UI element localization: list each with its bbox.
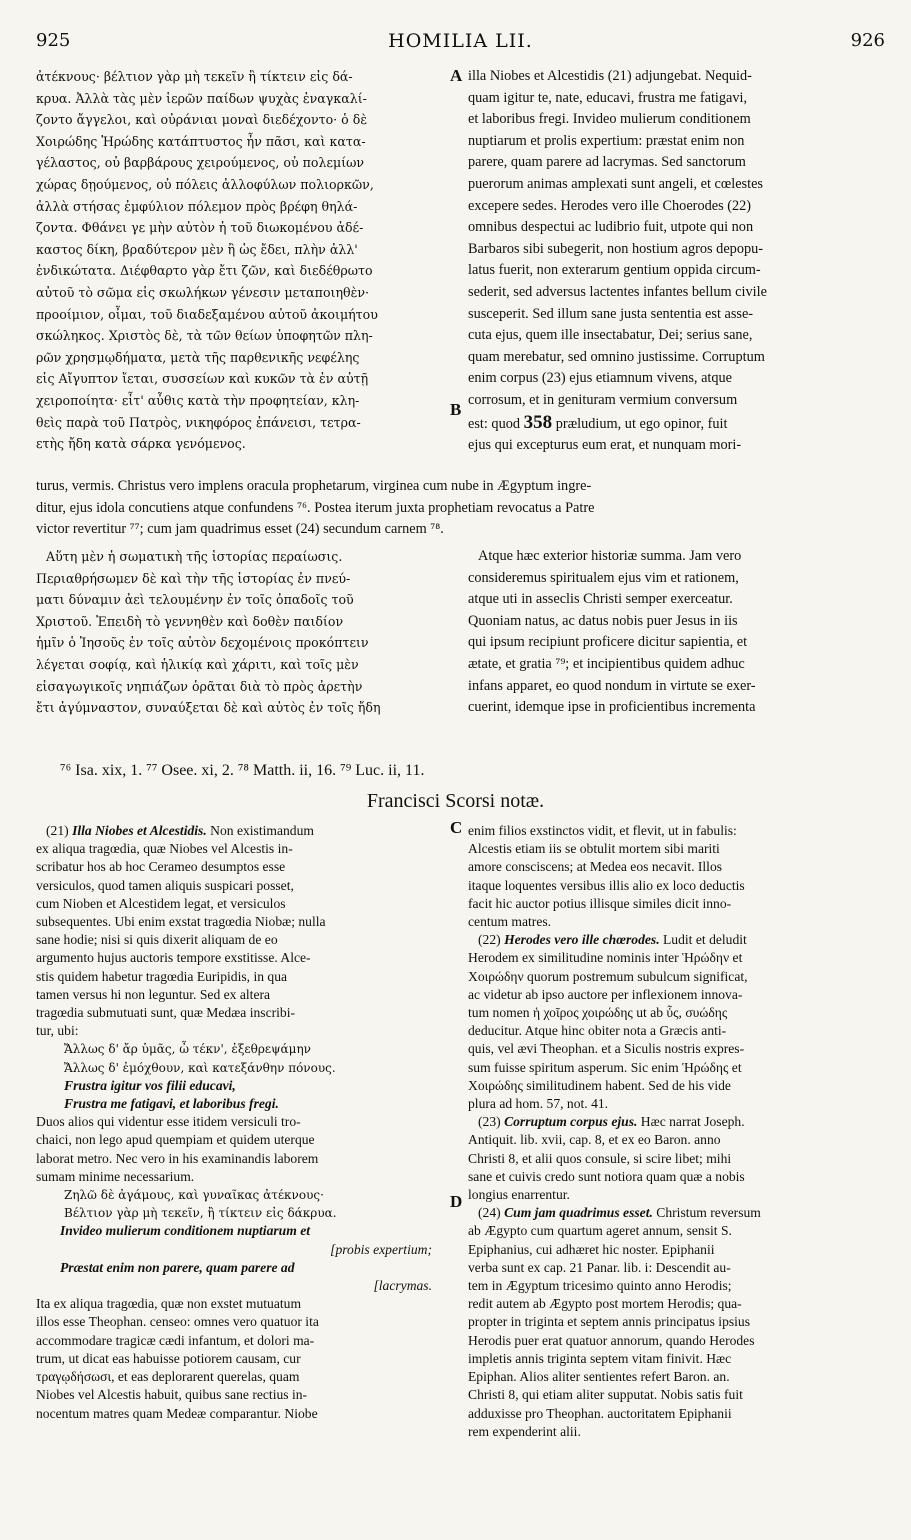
note-line: quis, vel ævi Theophan. et a Siculis nostris expres- [468,1041,745,1057]
margin-letter-b: B [450,400,462,419]
note-line: centum matres. [468,914,552,930]
note-line: illos esse Theophan. censeo: omnes vero quatuor ita [36,1314,319,1330]
note-line: plura ad hom. 57, not. 41. [468,1096,609,1112]
note-line: tur, ubi: [36,1023,79,1039]
greek-line: Χοιρώδης Ἡρώδης κατάπτυστος ἦν πᾶσι, καὶ κατα- [36,133,366,149]
greek-line: αὐτοῦ τὸ σῶμα εἰς σκωλήκων γένεσιν μεταποιηθὲν· [36,284,370,300]
greek-quote-line: Βέλτιον γὰρ μὴ τεκεῖν, ἢ τίκτειν εἰς δάκρυα. [64,1206,337,1221]
latin-line: qui ipsum recipiunt proficere dicitur sapientia, et [468,634,748,651]
greek-line: ἔτι ἀγύμναστον, συναύξεται δὲ καὶ αὐτὸς ἐν τοῖς ἤδη [36,700,381,716]
latin-line: Quoniam natus, ac datus nobis puer Jesus in iis [468,612,738,629]
note-line: Herodem ex similitudine nominis inter Ἡρώδην et [468,950,743,966]
greek-line: ζοντα. Φθάνει γε μὴν αὐτὸν ἡ τοῦ διωκομένου ἀδέ- [36,220,364,236]
note-line: sane et cuivis credo sunt notiora quam quæ a nobis [468,1168,745,1184]
latin-line: enim corpus (23) ejus etiamnum vivens, atque [468,370,733,387]
greek-line: Αὕτη μὲν ἡ σωματικὴ τῆς ἱστορίας περαίωσις. [46,549,343,564]
greek-line: θεὶς παρὰ τοῦ Πατρὸς, νικηφόρος ἐπάνεισι, τετρα- [36,414,361,430]
note-text: Christum reversum [652,1205,761,1221]
note-lemma: Illa Niobes et Alcestidis. [72,823,207,838]
note-line: τραγῳδήσωσι, et eas deplorarent querelas, quam [36,1369,300,1385]
note-lemma: Corruptum corpus ejus. [504,1114,638,1130]
note-line: versiculos, quod tamen aliquis suspicari posset, [36,877,294,893]
latin-line: corrosum, et in genituram vermium conversum [468,391,738,408]
greek-line: ρῶν χρησμῳδήματα, μετὰ τῆς παρθενικῆς νεφέλης [36,349,360,365]
note-23-first-line [468,1113,885,1131]
note-line: scribatur hos ab hoc Cerameo desumptos esse [36,859,286,875]
page-title: HOMILIA LII. [388,30,533,52]
note-line: sumam minime necessarium. [36,1168,195,1184]
note-line: sane hodie; nisi si quis dixerit aliquam de eo [36,932,278,948]
latin-fragment: est: quod [468,415,521,432]
note-line: longius enarrentur. [468,1187,570,1203]
greek-line: Περιαθρήσωμεν δὲ καὶ τὴν τῆς ἱστορίας ἐν πνεύ- [36,570,351,586]
note-line: Duos alios qui videntur esse itidem versiculi tro- [36,1114,301,1130]
latin-column-a [468,66,885,457]
column-number: 358 [523,411,553,433]
greek-line: χειροποίητα· εἶτ' αὖθις κατὰ τὴν προφητείαν, κλη- [36,392,360,408]
full-width-text [36,476,885,541]
note-line: sum fuisse spiritum asperum. Sic enim Ἡρώδης et [468,1059,742,1075]
note-line: verba sunt ex cap. 21 Panar. lib. i: Descendit au- [468,1259,731,1275]
note-line: Antiquit. lib. xvii, cap. 8, et ex eo Baron. anno [468,1132,721,1148]
note-lemma: Cum jam quadrimus esset. [504,1205,653,1221]
greek-quote-line: Ἄλλως δ' ἐμόχθουν, καὶ κατεξάνθην πόνους. [64,1060,336,1075]
page-number-right: 926 [850,30,885,51]
margin-letter-d: D [450,1192,463,1211]
latin-line: excepere sedes. Herodes vero ille Choerodes (22) [468,197,752,214]
note-line: ac videtur ab ipso auctore per inflexionem innova- [468,986,743,1002]
latin-quote-continuation: [lacrymas. [373,1278,432,1294]
margin-letter-a: A [450,66,463,85]
greek-line: καστος δίκη, βραδύτερον μὲν ἢ ὡς ἔδει, πλὴν ἀλλ' [36,241,358,257]
note-line: Alcestis etiam iis se obtulit mortem sibi mariti [468,841,720,857]
latin-line: Atque hæc exterior historiæ summa. Jam vero [478,548,742,564]
greek-quote-line: Ἄλλως δ' ἄρ ὑμᾶς, ὦ τέκν', ἐξεθρεψάμην [64,1042,311,1057]
note-lemma: Herodes vero ille chœrodes. [504,932,660,948]
greek-line: σκώληκος. Χριστὸς δὲ, τὰ τῶν θείων ὑποφητῶν πλη- [36,328,373,344]
latin-line: illa Niobes et Alcestidis (21) adjungebat. Nequid- [468,68,752,84]
note-line: Χοιρώδης similitudinem habent. Sed de his vide [468,1077,731,1093]
greek-line: ματι δύναμιν ἀεὶ τελουμένην ἐν τοῖς ὀπαδοῖς τοῦ [36,592,354,608]
note-line: ab Ægypto cum quartum ageret annum, sensit S. [468,1223,732,1239]
note-line: amore consciscens; at Medea eos necavit. Illos [468,859,723,875]
note-line: stis quidem habetur tragœdia Euripidis, in qua [36,968,288,984]
note-number: (23) [478,1114,501,1130]
note-line: tum nomen ἡ χοῖρος χοιρώδης ut ab ὗς, συώδης [468,1005,728,1021]
note-line: argumento hujus auctoris tempore exstitisse. Alce- [36,950,311,966]
latin-line: ejus qui excepturus eum erat, et nunquam mori- [468,437,742,454]
latin-line: parere, quam parere ad lacrymas. Sed sanctorum [468,154,746,171]
latin-line: susceperit. Sed illum sane justa sententia est asse- [468,305,754,322]
note-21-first-line [36,822,446,840]
greek-line: ἐνδικώτατα. Διέφθαρτο γὰρ ἔτι ζῶν, καὶ διεδέθρωτο [36,263,373,279]
latin-line: latus fuerit, non exterarum gentium oppida circum- [468,262,761,279]
greek-line: ἀλλὰ στήσας ἐμφύλιον πόλεμον πρὸς βρέφη θηλά- [36,198,358,214]
greek-column-b [36,546,446,719]
note-line: ex aliqua tragœdia, quæ Niobes vel Alcestis in- [36,841,293,857]
greek-line: ἀτέκνους· βέλτιον γὰρ μὴ τεκεῖν ἢ τίκτειν εἰς δά- [36,69,353,84]
note-line: itaque loquentes versibus illis alio ex loco deductis [468,877,745,893]
notes-right-column [468,822,885,1441]
note-line: impletis annis triginta septem vitam finivit. Hæc [468,1350,732,1366]
note-line: Herodis puer erat quatuor annorum, quando Herodes [468,1332,755,1348]
note-line: Christi 8, qui etiam aliter supputat. Nobis satis fuit [468,1387,743,1403]
note-line: tragœdia submutuati sunt, quæ Medæa inscribi- [36,1005,296,1021]
note-24-first-line [468,1204,885,1222]
greek-line: ζοντο ἄγγελοι, καὶ οὐράνιαι μοναὶ διεδέχοντο· ὁ δὲ [36,112,368,128]
latin-quote-line: Frustra igitur vos filii educavi, [64,1077,236,1093]
wide-line: victor revertitur ⁷⁷; cum jam quadrimus esset (24) secundum carnem ⁷⁸. [36,521,444,538]
latin-line: quam igitur te, nate, educavi, frustra me fatigavi, [468,89,748,106]
latin-line: et laboribus fregi. Invideo mulierum conditionem [468,111,751,128]
note-line: facit hic auctor potius illisque similes dicit inno- [468,895,732,911]
greek-line: εἰς Αἴγυπτον ἴεται, συσσείων καὶ κυκῶν τὰ ἐν αὐτῇ [36,371,369,387]
latin-line: quam merebatur, sed omnino justissime. Corruptum [468,348,765,365]
greek-line: ἡμῖν ὁ Ἰησοῦς ἐν τοῖς αὐτὸν δεχομένοις προκόπτειν [36,635,369,651]
note-line: subsequentes. Ubi enim exstat tragœdia Niobæ; nulla [36,914,326,930]
note-22-first-line [468,931,885,949]
note-line: redit autem ab Ægypto post mortem Herodis; qua- [468,1296,742,1312]
latin-line: infans apparet, eo quod nondum in virtute se exer- [468,677,756,694]
note-line: enim filios exstinctos vidit, et flevit, ut in fabulis: [468,823,737,838]
latin-line: atque uti in asseclis Christi semper exerceatur. [468,591,733,608]
note-number: (24) [478,1205,501,1221]
note-line: adduxisse pro Theophan. auctoritatem Epiphanii [468,1405,732,1421]
latin-line [468,412,885,436]
note-line: cum Nioben et Alcestidem legat, et versiculos [36,895,286,911]
note-line: Ita ex aliqua tragœdia, quæ non exstet mutuatum [36,1296,302,1312]
latin-fragment: præludium, ut ego opinor, fuit [555,415,728,432]
wide-line: ditur, ejus idola concutiens atque confundens ⁷⁶. Postea iterum juxta prophetiam revocatus a Patre [36,499,595,516]
note-number: (22) [478,932,501,948]
page-number-left: 925 [36,30,71,51]
note-text: Ludit et deludit [659,932,747,948]
greek-line: ετὴς ἤδη κατὰ σάρκα γενόμενος. [36,436,246,452]
note-line: rem expenderint alii. [468,1423,581,1439]
latin-line: Barbaros sibi subegerit, non hostium agros depopu- [468,240,764,257]
latin-quote-line: Invideo mulierum conditionem nuptiarum et [60,1223,311,1239]
greek-line: γέλαστος, οὐ βαρβάρους χειρούμενος, οὐ πολεμίων [36,155,365,171]
note-line: Niobes vel Alcestis habuit, quibus sane rectius in- [36,1387,308,1403]
greek-line: προοίμιον, οἶμαι, τοῦ διαδεξαμένου αὐτοῦ ἀκοιμήτου [36,306,378,322]
latin-line: omnibus despectui ac ludibrio fuit, utpote qui non [468,219,754,236]
margin-letter-c: C [450,818,463,837]
greek-line: Χριστοῦ. Ἐπειδὴ τὸ γεννηθὲν καὶ δοθὲν παιδίον [36,613,344,629]
running-header [36,30,885,54]
latin-quote-line: Frustra me fatigavi, et laboribus fregi. [64,1096,279,1112]
latin-line: cuta ejus, quem ille insectabatur, Dei; serius sane, [468,327,753,344]
greek-column-a [36,66,446,455]
wide-line: turus, vermis. Christus vero implens oracula prophetarum, virginea cum nube in Ægyptum ingre- [36,478,592,494]
scripture-references: ⁷⁶ Isa. xix, 1. ⁷⁷ Osee. xi, 2. ⁷⁸ Matth. ii, 16. ⁷⁹ Luc. ii, 11. [60,762,425,779]
latin-line: sederit, sed adversus lactentes infantes bellum civile [468,283,767,300]
note-line: Χοιρώδην quorum postremum subulcum significat, [468,968,748,984]
notes-title: Francisci Scorsi notæ. [366,790,545,812]
latin-line: nuptiarum et prolis expertium: præstat enim non [468,132,745,149]
note-line: accommodare tragicæ cædi infantum, et dolori ma- [36,1332,315,1348]
note-line: laborat metro. Nec vero in his examinandis laborem [36,1150,319,1166]
note-line: chaici, non lego apud quempiam et quidem uterque [36,1132,315,1148]
greek-line: χώρας δῃούμενος, οὐ πόλεις ἀλλοφύλων πολιορκῶν, [36,176,374,192]
note-text: Non existimandum [206,823,314,838]
notes-left-column [36,822,446,1423]
latin-line: consideremus spiritualem ejus vim et rationem, [468,569,739,586]
greek-line: λέγεται σοφίᾳ, καὶ ἡλικίᾳ καὶ χάριτι, καὶ τοῖς μὲν [36,656,359,672]
note-line: deducitur. Atque hinc obiter nota a Græcis anti- [468,1023,727,1039]
note-line: nocentum matres quam Medeæ comparantur. Niobe [36,1405,318,1421]
latin-line: ætate, et gratia ⁷⁹; et incipientibus quidem adhuc [468,655,745,672]
greek-line: κρυα. Ἀλλὰ τὰς μὲν ἱερῶν παίδων ψυχὰς ἐναγκαλί- [36,90,367,106]
note-line: Epiphan. Alios aliter sentientes refert Baron. an. [468,1369,730,1385]
latin-line: cuerint, idemque ipse in proficientibus incrementa [468,699,756,716]
latin-quote-line: Præstat enim non parere, quam parere ad [60,1259,295,1275]
note-text: Hæc narrat Joseph. [637,1114,745,1130]
note-line: propter in triginta et septem annis principatus ipsius [468,1314,751,1330]
note-line: Christi 8, et alii quos consule, si scire libet; mihi [468,1150,732,1166]
note-line: Epiphanius, cui adhæret hic noster. Epiphanii [468,1241,715,1257]
note-number: (21) [46,823,69,838]
latin-quote-continuation: [probis expertium; [330,1241,432,1257]
latin-line: puerorum animas amplexati sunt angeli, et cœlestes [468,175,763,192]
note-line: tem in Ægyptum tricesimo quinto anno Herodis; [468,1278,732,1294]
greek-quote-line: Ζηλῶ δὲ ἀγάμους, καὶ γυναῖκας ἀτέκνους· [64,1188,324,1203]
note-line: tamen versus hi non leguntur. Sed ex altera [36,986,271,1002]
latin-column-b [468,546,885,719]
greek-line: εἰσαγωγικοῖς νηπιάζων ὁρᾶται διὰ τὸ πρὸς ἀρετὴν [36,678,363,694]
note-line: trum, ut dicat eas habuisse potiorem causam, cur [36,1350,301,1366]
